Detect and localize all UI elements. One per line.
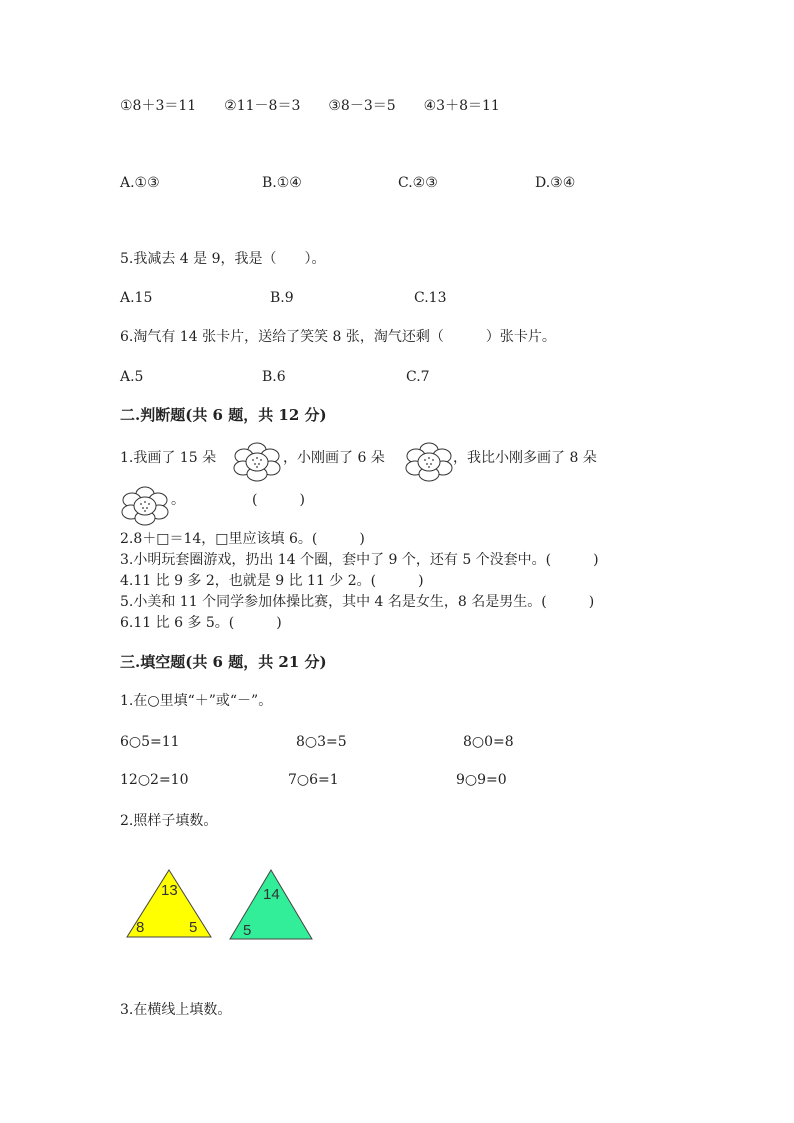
s2-item-6: 6.11 比 6 多 5。( ) (120, 615, 282, 631)
flower-icon (120, 485, 170, 527)
q4-option-d: D.③④ (535, 175, 576, 191)
s3-q1-eq-1: 6○5=11 (120, 734, 180, 750)
q4-option-b: B.①④ (262, 175, 302, 191)
s3-q1-text: 1.在○里填“＋”或“－”。 (120, 693, 273, 709)
s3-q1-eq-6: 9○9=0 (456, 772, 507, 788)
s3-q2-text: 2.照样子填数。 (120, 813, 218, 829)
q4-option-a: A.①③ (120, 175, 160, 191)
q6-option-c: C.7 (406, 369, 430, 385)
triangle-left-number: 5 (243, 922, 252, 939)
q4-option-c: C.②③ (398, 175, 438, 191)
flower-icon (404, 441, 454, 483)
s2-item-3: 3.小明玩套圈游戏，扔出 14 个圈，套中了 9 个，还有 5 个没套中。( ) (120, 552, 599, 568)
section2-title: 二.判断题(共 6 题，共 12 分) (120, 406, 327, 424)
q6-option-a: A.5 (120, 369, 144, 385)
s2-q1-part4: 。 (171, 492, 185, 508)
section3-title: 三.填空题(共 6 题，共 21 分) (120, 653, 327, 671)
q4-statements: ①8＋3＝11 ②11－8＝3 ③8－3＝5 ④3＋8＝11 (120, 98, 500, 114)
q5-text: 5.我减去 4 是 9，我是（ ）。 (120, 251, 326, 267)
triangle-left-number: 8 (136, 919, 145, 936)
triangle-right-number: 5 (189, 919, 198, 936)
s3-q1-eq-2: 8○3=5 (296, 734, 347, 750)
q5-option-c: C.13 (414, 290, 447, 306)
s2-q1-part2: ，小刚画了 6 朵 (283, 450, 385, 466)
q6-option-b: B.6 (262, 369, 286, 385)
s3-q1-eq-3: 8○0=8 (463, 734, 514, 750)
q6-text: 6.淘气有 14 张卡片，送给了笑笑 8 张，淘气还剩（ ）张卡片。 (120, 329, 556, 345)
fill-number-triangle (228, 868, 316, 942)
s2-q1-blank[interactable]: ( ) (252, 492, 305, 508)
q5-option-a: A.15 (120, 290, 153, 306)
s3-q3-text: 3.在横线上填数。 (120, 1002, 232, 1018)
example-number-triangle (125, 868, 213, 940)
s3-q1-eq-5: 7○6=1 (288, 772, 339, 788)
s3-q1-eq-4: 12○2=10 (120, 772, 189, 788)
flower-icon (232, 441, 282, 483)
s2-item-5: 5.小美和 11 个同学参加体操比赛，其中 4 名是女生，8 名是男生。( ) (120, 594, 595, 610)
s2-item-4: 4.11 比 9 多 2，也就是 9 比 11 少 2。( ) (120, 573, 424, 589)
q5-option-b: B.9 (270, 290, 294, 306)
s2-q1-part3: ，我比小刚多画了 8 朵 (453, 450, 597, 466)
s2-item-2: 2.8＋□＝14，□里应该填 6。( ) (120, 531, 365, 547)
triangle-top-number: 14 (263, 886, 280, 903)
triangle-top-number: 13 (161, 882, 178, 899)
s2-q1-part1: 1.我画了 15 朵 (120, 450, 217, 466)
